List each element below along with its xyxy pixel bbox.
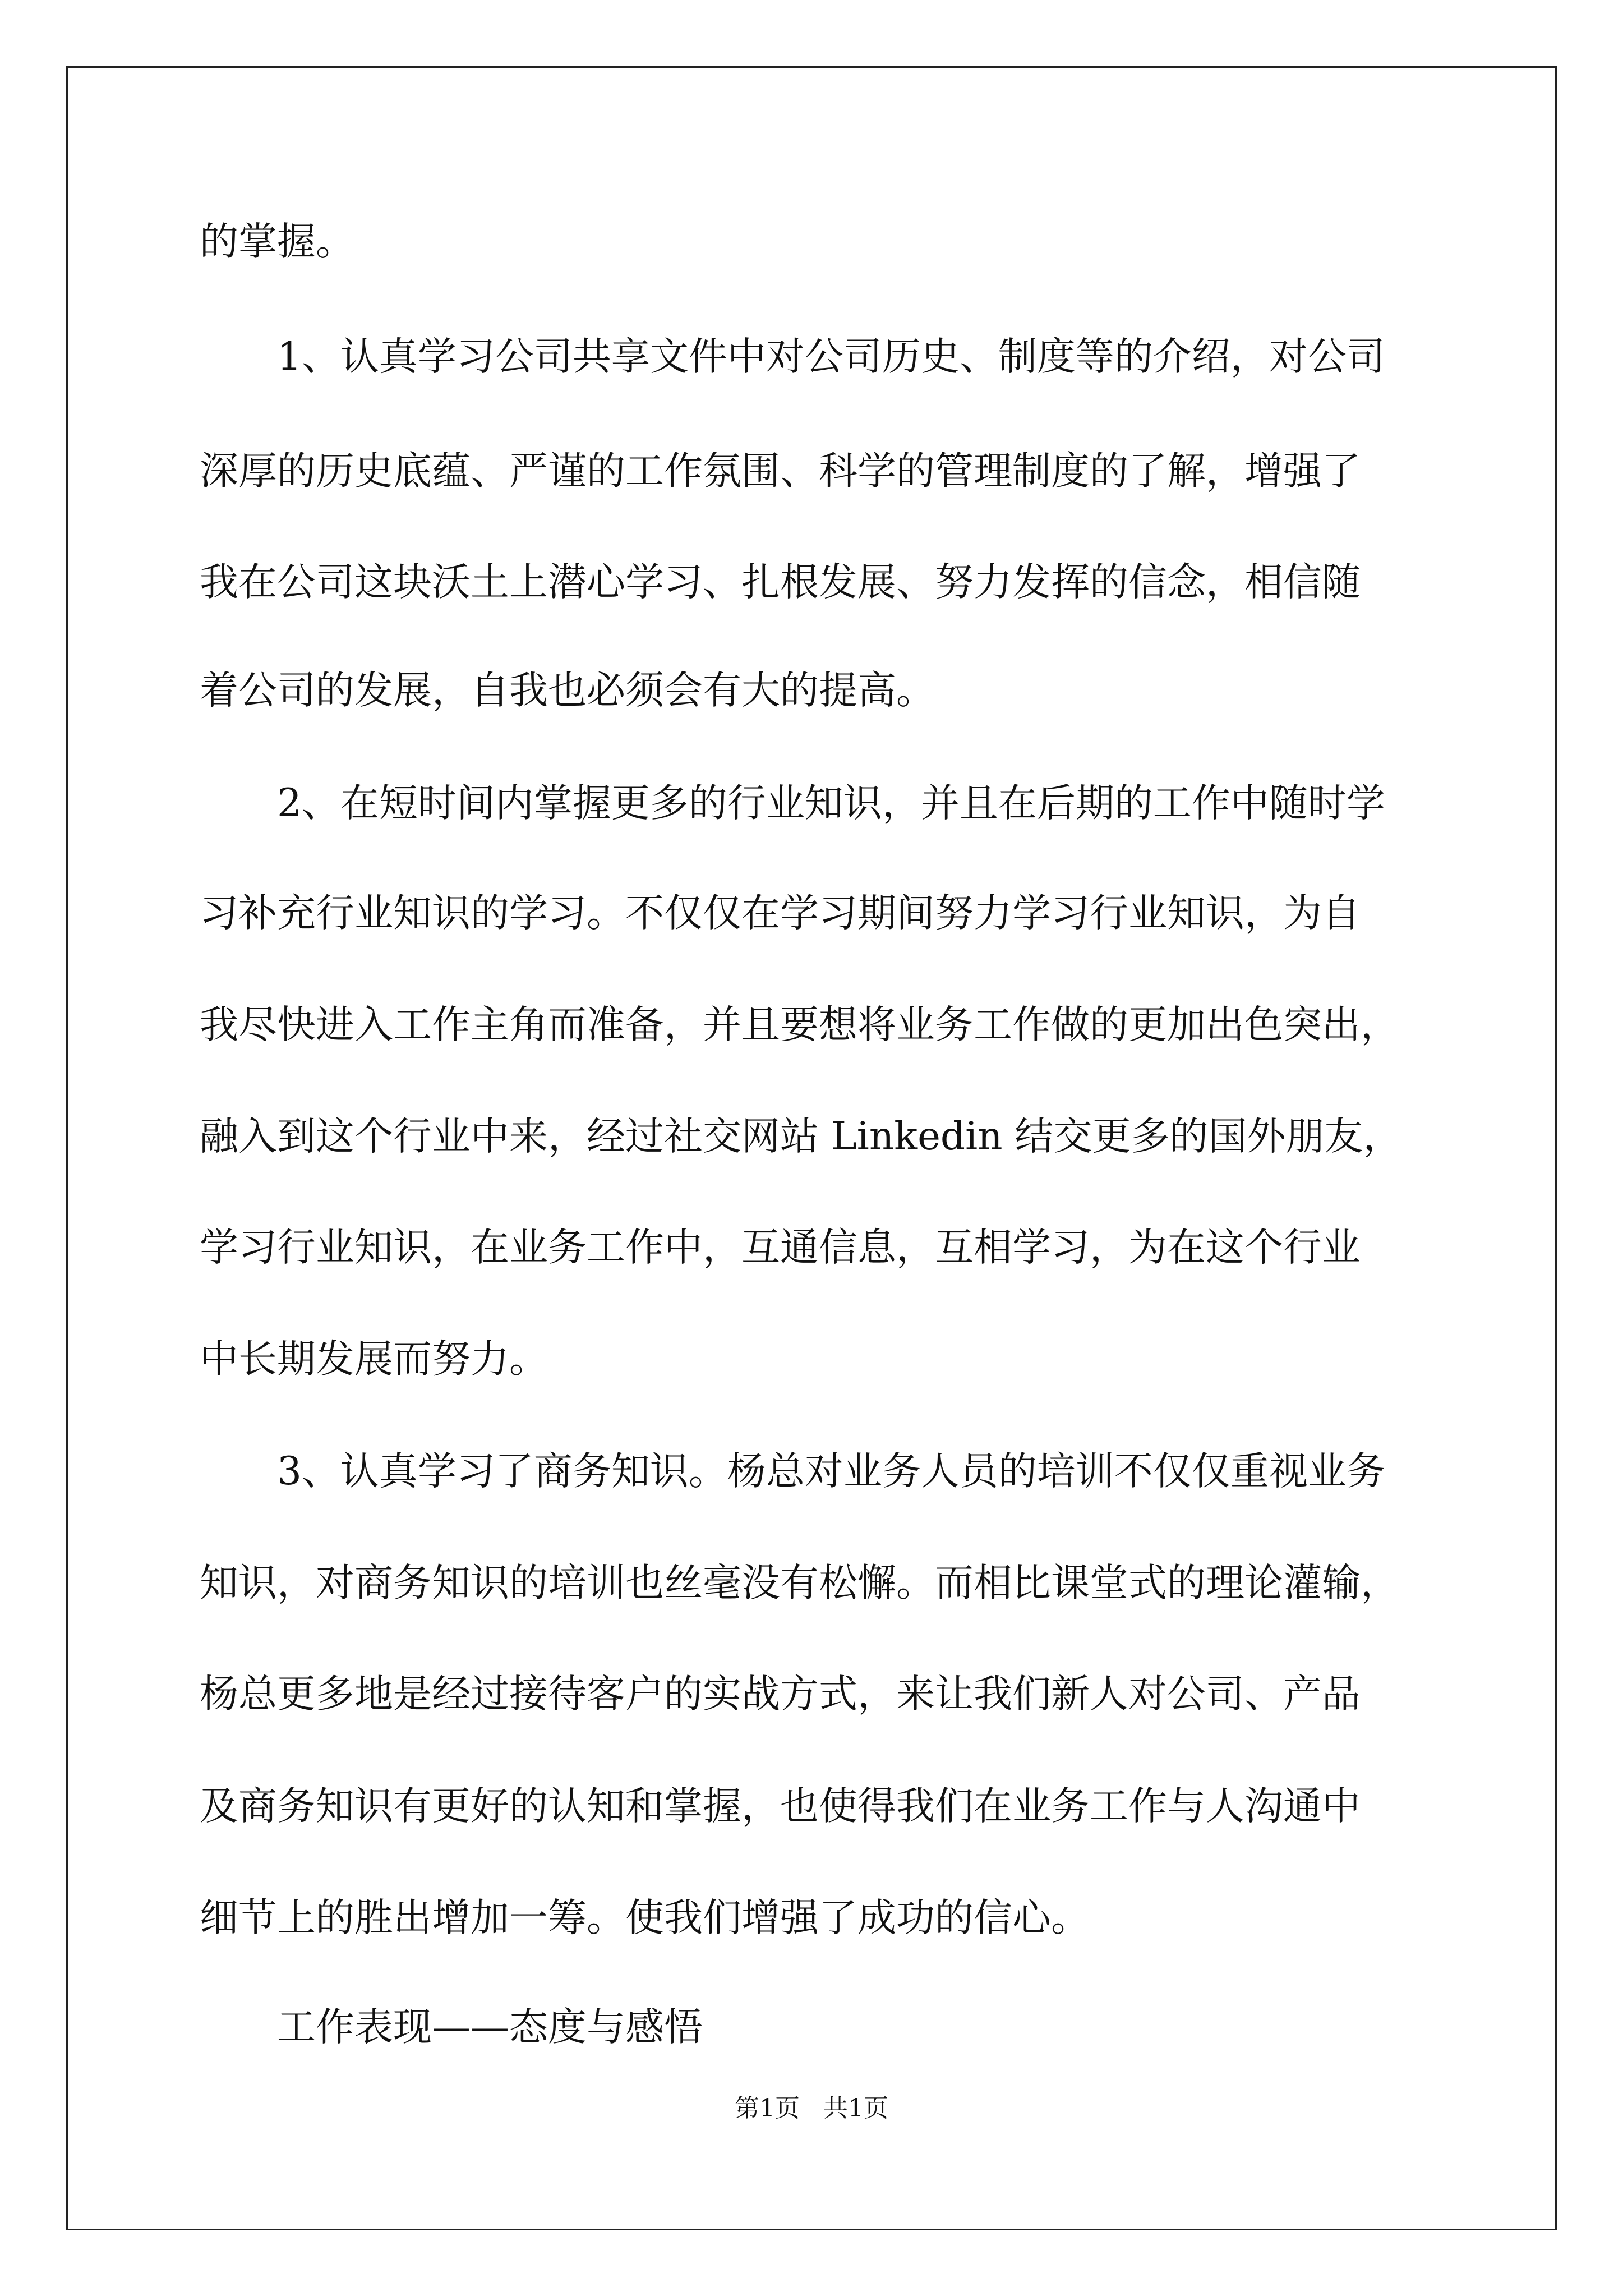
page-number: 第1页 共1页	[735, 2094, 888, 2123]
text-line: 融入到这个行业中来，经过社交网站 Linkedin 结交更多的国外朋友，	[200, 1114, 1402, 1159]
text-line: 我尽快进入工作主角而准备，并且要想将业务工作做的更加出色突出，	[200, 1002, 1399, 1047]
paragraph-1-line-1: 1、认真学习公司共享文件中对公司历史、制度等的介绍，对公司	[277, 334, 1385, 379]
text-line: 杨总更多地是经过接待客户的实战方式，来让我们新人对公司、产品	[200, 1672, 1361, 1717]
text-line: 习补充行业知识的学习。不仅仅在学习期间努力学习行业知识，为自	[200, 891, 1361, 936]
text-line: 知识，对商务知识的培训也丝毫没有松懈。而相比课堂式的理论灌输，	[200, 1561, 1399, 1605]
text-line: 深厚的历史底蕴、严谨的工作氛围、科学的管理制度的了解，增强了	[200, 449, 1361, 494]
paragraph-2-line-1: 2、在短时间内掌握更多的行业知识，并且在后期的工作中随时学	[277, 781, 1385, 826]
text-line: 我在公司这块沃土上潜心学习、扎根发展、努力发挥的信念，相信随	[200, 560, 1361, 605]
text-line: 着公司的发展，自我也必须会有大的提高。	[200, 668, 935, 713]
text-line: 及商务知识有更好的认知和掌握，也使得我们在业务工作与人沟通中	[200, 1784, 1361, 1829]
paragraph-3-line-1: 3、认真学习了商务知识。杨总对业务人员的培训不仅仅重视业务	[277, 1449, 1385, 1494]
text-line: 的掌握。	[200, 219, 354, 264]
text-line: 细节上的胜出增加一筹。使我们增强了成功的信心。	[200, 1895, 1090, 1940]
text-line: 学习行业知识，在业务工作中，互通信息，互相学习，为在这个行业	[200, 1225, 1361, 1270]
text-line: 中长期发展而努力。	[200, 1337, 548, 1382]
section-heading: 工作表现——态度与感悟	[277, 2005, 703, 2050]
